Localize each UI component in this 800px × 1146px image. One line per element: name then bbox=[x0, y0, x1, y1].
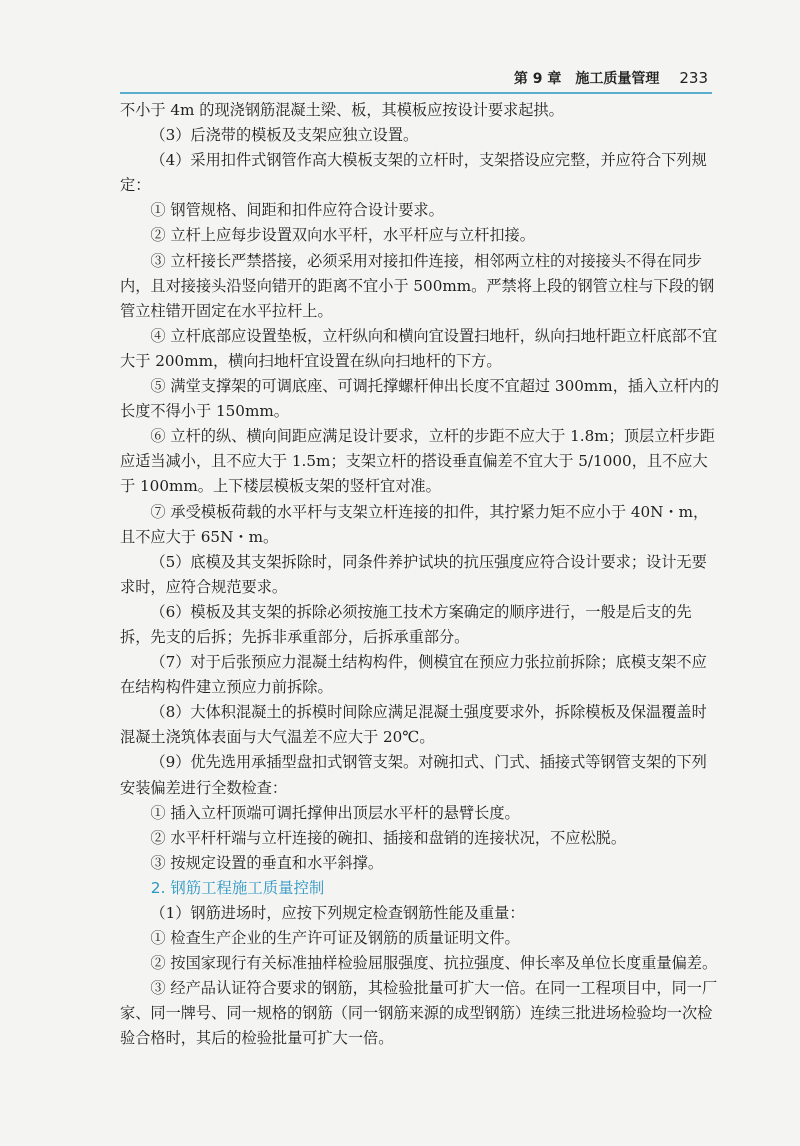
paragraph: （4）采用扣件式钢管作高大模板支架的立杆时，支架搭设应完整，并应符合下列规定： bbox=[120, 151, 707, 195]
page-number: 233 bbox=[679, 69, 708, 87]
paragraph: （8）大体积混凝土的拆模时间除应满足混凝土强度要求外，拆除模板及保温覆盖时混凝土浇筑体表面与大气温差不应大于 20℃。 bbox=[120, 703, 707, 747]
paragraph: ② 立杆上应每步设置双向水平杆，水平杆应与立杆扣接。 bbox=[150, 226, 535, 245]
paragraph: ② 按国家现行有关标准抽样检验屈服强度、抗拉强度、伸长率及单位长度重量偏差。 bbox=[150, 954, 718, 973]
paragraph: ⑦ 承受模板荷载的水平杆与支架立杆连接的扣件，其拧紧力矩不应小于 40N・m，且不应大于 65N・m。 bbox=[120, 502, 709, 546]
paragraph: ① 钢管规格、间距和扣件应符合设计要求。 bbox=[150, 201, 444, 220]
paragraph: （1）钢筋进场时，应按下列规定检查钢筋性能及重量： bbox=[150, 904, 525, 922]
chapter-title: 第 9 章 施工质量管理 bbox=[513, 71, 660, 87]
section-heading: 2. 钢筋工程施工质量控制 bbox=[150, 878, 325, 897]
paragraph: ② 水平杆杆端与立杆连接的碗扣、插接和盘销的连接状况，不应松脱。 bbox=[150, 828, 627, 847]
paragraph: ④ 立杆底部应设置垫板，立杆纵向和横向宜设置扫地杆，纵向扫地杆距立杆底部不宜大于 200mm，横向扫地杆宜设置在纵向扫地杆的下方。 bbox=[120, 326, 718, 370]
paragraph: ⑥ 立杆的纵、横向间距应满足设计要求，立杆的步距不应大于 1.8m；顶层立杆步距应适当减小，且不应大于 1.5m；支架立杆的搭设垂直偏差不宜大于 5/1000，且不应大于 100mm。上下楼层模板支架的竖杆宜对准。 bbox=[120, 427, 715, 496]
paragraph: ① 检查生产企业的生产许可证及钢筋的质量证明文件。 bbox=[150, 929, 520, 948]
running-header bbox=[120, 66, 708, 90]
paragraph: ⑤ 满堂支撑架的可调底座、可调托撑螺杆伸出长度不宜超过 300mm，插入立杆内的长度不得小于 150mm。 bbox=[120, 377, 720, 421]
header-rule bbox=[120, 92, 712, 94]
paragraph: ③ 经产品认证符合要求的钢筋，其检验批量可扩大一倍。在同一工程项目中，同一厂家、同一牌号、同一规格的钢筋（同一钢筋来源的成型钢筋）连续三批进场检验均一次检验合格时，其后的检验批量可扩大一倍。 bbox=[120, 979, 718, 1048]
paragraph: （6）模板及其支架的拆除必须按施工技术方案确定的顺序进行，一般是后支的先拆，先支的后拆；先拆非承重部分，后拆承重部分。 bbox=[120, 602, 692, 646]
paragraph: 不小于 4m 的现浇钢筋混凝土梁、板，其模板应按设计要求起拱。 bbox=[120, 101, 564, 119]
paragraph: （3）后浇带的模板及支架应独立设置。 bbox=[150, 126, 419, 145]
paragraph: ③ 立杆接长严禁搭接，必须采用对接扣件连接，相邻两立柱的对接接头不得在同步内，且对接接头沿竖向错开的距离不宜小于 500mm。严禁将上段的钢管立柱与下段的钢管立柱错开固定在水平拉杆上。 bbox=[120, 251, 715, 320]
body-text bbox=[120, 98, 720, 1052]
paragraph: （7）对于后张预应力混凝土结构构件，侧模宜在预应力张拉前拆除；底模支架不应在结构构件建立预应力前拆除。 bbox=[120, 653, 707, 697]
paragraph: ③ 按规定设置的垂直和水平斜撑。 bbox=[150, 853, 384, 872]
paragraph: ① 插入立杆顶端可调托撑伸出顶层水平杆的悬臂长度。 bbox=[150, 803, 520, 822]
paragraph: （5）底模及其支架拆除时，同条件养护试块的抗压强度应符合设计要求；设计无要求时，应符合规范要求。 bbox=[120, 552, 707, 596]
paragraph: （9）优先选用承插型盘扣式钢管支架。对碗扣式、门式、插接式等钢管支架的下列安装偏差进行全数检查： bbox=[120, 753, 707, 797]
